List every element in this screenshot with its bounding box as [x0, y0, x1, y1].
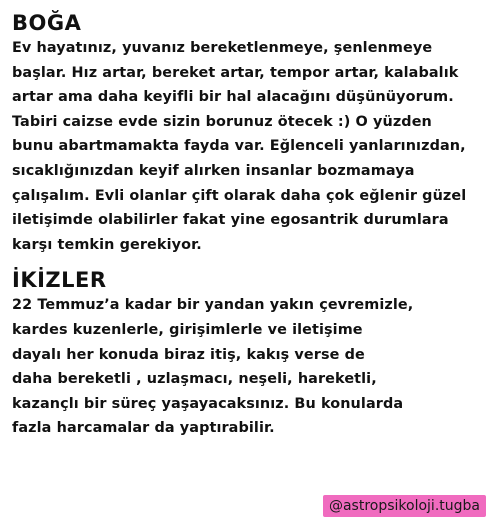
section-title-ikizler: İKİZLER [12, 268, 107, 293]
text-line: daha bereketli , uzlaşmacı, neşeli, hareketli, [12, 371, 377, 388]
text-line: fazla harcamalar da yaptırabilir. [12, 420, 275, 437]
watermark-handle: @astropsikoloji.tugba [323, 495, 486, 517]
section-body-ikizler [12, 293, 490, 441]
text-line: çalışalım. Evli olanlar çift olarak daha çok eğlenir güzel [12, 187, 467, 204]
text-line: Ev hayatınız, yuvanız bereketlenmeye, şenlenmeye [12, 40, 433, 56]
text-line: dayalı her konuda biraz itiş, kakış verse de [12, 346, 365, 363]
text-line: iletişimde olabilirler fakat yine egosantrik durumlara [12, 212, 449, 229]
section-ikizler [12, 267, 490, 441]
section-boga [12, 10, 490, 257]
text-line: artar ama daha keyifli bir hal alacağını düşünüyorum. [12, 89, 454, 106]
text-line: başlar. Hız artar, bereket artar, tempor artar, kalabalık [12, 64, 459, 81]
text-line: sıcaklığınızdan keyif alırken insanlar bozmamaya [12, 162, 415, 179]
text-line: kazançlı bir süreç yaşayacaksınız. Bu konularda [12, 395, 404, 412]
text-line: Tabiri caizse evde sizin borunuz ötecek :) O yüzden [12, 113, 432, 130]
section-body-boga [12, 36, 490, 257]
text-line: 22 Temmuz’a kadar bir yandan yakın çevremizle, [12, 297, 414, 314]
section-title-boga: BOĞA [12, 11, 82, 35]
text-line: kardes kuzenlerle, girişimlerle ve iletişime [12, 321, 363, 338]
text-line: bunu abartmamakta fayda var. Eğlenceli yanlarınızdan, [12, 138, 466, 155]
text-line: karşı temkin gerekiyor. [12, 236, 202, 253]
